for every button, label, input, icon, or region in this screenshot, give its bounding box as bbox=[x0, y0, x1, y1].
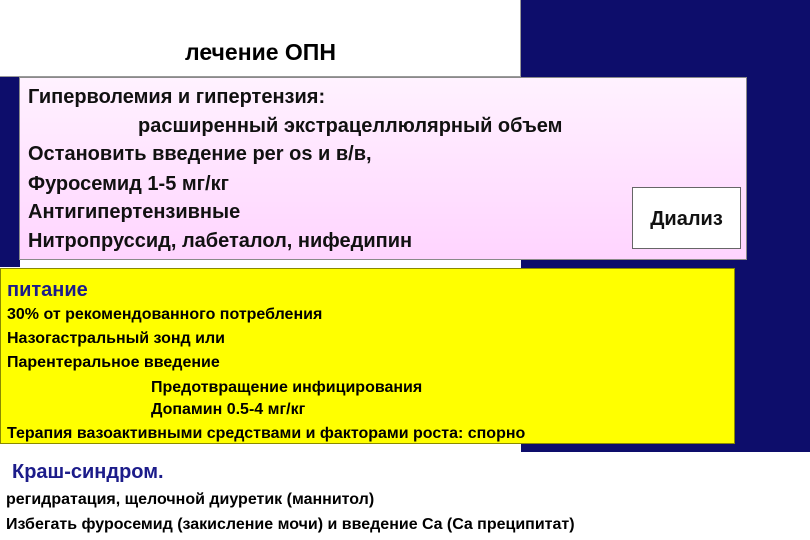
nutrition-panel bbox=[0, 268, 735, 444]
nutrition-line: 30% от рекомендованного потребления bbox=[7, 306, 323, 323]
hypervolemia-heading: Гиперволемия и гипертензия: bbox=[28, 86, 326, 108]
background-navy-strip bbox=[0, 77, 20, 267]
hypervolemia-line: Фуросемид 1-5 мг/кг bbox=[28, 173, 229, 195]
nutrition-line: Предотвращение инфицирования bbox=[151, 379, 423, 396]
hypervolemia-panel bbox=[19, 77, 747, 260]
crush-line: регидратация, щелочной диуретик (маннитол) bbox=[6, 491, 375, 508]
nutrition-line: Парентеральное введение bbox=[7, 354, 220, 371]
nutrition-line: Терапия вазоактивными средствами и факторами роста: спорно bbox=[7, 425, 526, 442]
hypervolemia-line: Антигипертензивные bbox=[28, 201, 241, 223]
slide-title: лечение ОПН bbox=[185, 39, 336, 65]
crush-heading: Краш-синдром. bbox=[12, 461, 164, 483]
hypervolemia-line: Остановить введение per os и в/в, bbox=[28, 143, 372, 165]
nutrition-line: Назогастральный зонд или bbox=[7, 330, 225, 347]
crush-line: Избегать фуросемид (закисление мочи) и введение Ca (Ca преципитат) bbox=[6, 516, 575, 533]
nutrition-heading: питание bbox=[7, 279, 88, 301]
hypervolemia-line: Нитропруссид, лабеталол, нифедипин bbox=[28, 230, 413, 252]
dialysis-box bbox=[632, 187, 741, 249]
dialysis-label: Диализ bbox=[650, 208, 723, 230]
hypervolemia-subheading: расширенный экстрацеллюлярный объем bbox=[138, 115, 563, 137]
title-panel bbox=[0, 0, 521, 77]
nutrition-line: Допамин 0.5-4 мг/кг bbox=[151, 401, 306, 418]
